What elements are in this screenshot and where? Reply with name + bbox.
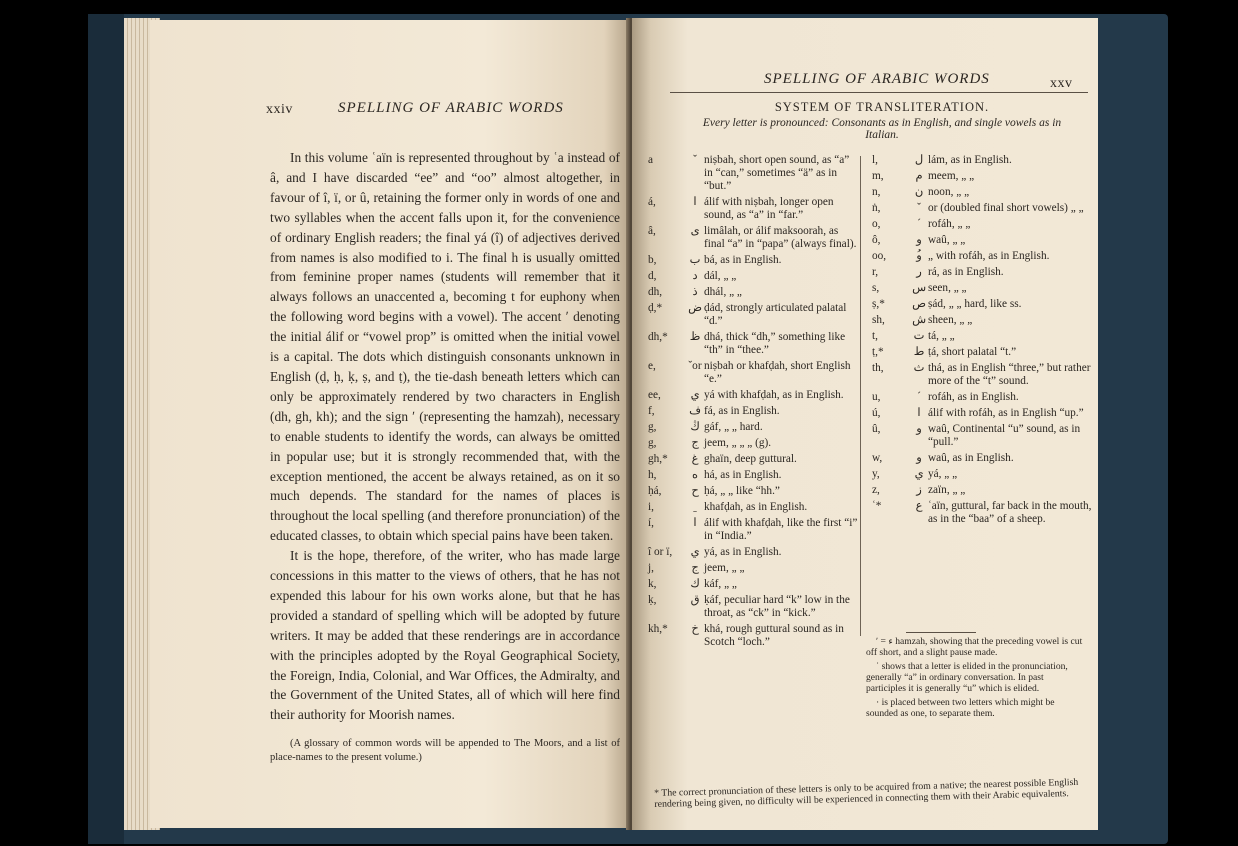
- left-running-title: SPELLING OF ARABIC WORDS: [338, 100, 564, 116]
- letter-description: káf, „ „: [704, 578, 737, 590]
- header-rule: [670, 92, 1088, 93]
- latin-letter: ṭ,*: [872, 346, 884, 358]
- letter-description: ḳáf, peculiar hard “k” low in the throat, as “ck” in “kick.”: [704, 594, 850, 619]
- transliteration-row: [872, 346, 1092, 359]
- letter-description: yá with khafḍah, as in English.: [704, 389, 844, 401]
- letter-description: yá, as in English.: [704, 546, 782, 558]
- letter-description: álif with niṣbah, longer open sound, as “a” in “far.”: [704, 196, 834, 221]
- letter-description: ḥá, „ „ like “hh.”: [704, 485, 780, 497]
- latin-letter: j,: [648, 562, 654, 574]
- latin-letter: sh,: [872, 314, 885, 326]
- transliteration-row: [648, 562, 858, 575]
- letter-description: limâlah, or álif maksoorah, as final “a” in “papa” (always final).: [704, 225, 857, 250]
- transliteration-row: [648, 196, 858, 222]
- latin-letter: á,: [648, 196, 656, 208]
- latin-letter: kh,*: [648, 623, 668, 635]
- latin-letter: ʿ*: [872, 500, 882, 512]
- latin-letter: l,: [872, 154, 878, 166]
- footnote-rule: [906, 632, 976, 633]
- latin-letter: û,: [872, 423, 881, 435]
- latin-letter: u,: [872, 391, 881, 403]
- transliteration-row: [648, 437, 858, 450]
- letter-description: seen, „ „: [928, 282, 967, 294]
- transliteration-column-left: [648, 154, 858, 652]
- transliteration-row: [648, 389, 858, 402]
- latin-letter: o,: [872, 218, 881, 230]
- letter-description: bá, as in English.: [704, 254, 782, 266]
- latin-letter: í,: [648, 517, 654, 529]
- transliteration-row: [648, 421, 858, 434]
- arabic-letter: ث: [913, 362, 925, 374]
- arabic-letter: ا: [917, 407, 921, 419]
- latin-letter: e,: [648, 360, 656, 372]
- arabic-letter: ˇ: [693, 154, 697, 166]
- transliteration-row: [872, 500, 1092, 526]
- latin-letter: th,: [872, 362, 884, 374]
- transliteration-row: [872, 202, 1092, 215]
- transliteration-row: [872, 170, 1092, 183]
- transliteration-row: [648, 286, 858, 299]
- letter-description: dhá, thick “dh,” something like “th” in “thee.”: [704, 331, 846, 356]
- letter-description: sheen, „ „: [928, 314, 973, 326]
- transliteration-row: [648, 270, 858, 283]
- letter-description: meem, „ „: [928, 170, 975, 182]
- arabic-letter: ص: [912, 298, 926, 310]
- letter-description: jeem, „ „ „ (g).: [704, 437, 772, 449]
- arabic-letter: ب: [689, 254, 701, 266]
- latin-letter: b,: [648, 254, 657, 266]
- arabic-letter: ض: [688, 302, 702, 314]
- transliteration-row: [872, 282, 1092, 295]
- arabic-letter: و: [916, 234, 922, 246]
- latin-letter: m,: [872, 170, 884, 182]
- letter-description: fá, as in English.: [704, 405, 780, 417]
- arabic-letter: ج: [691, 437, 699, 449]
- transliteration-row: [872, 452, 1092, 465]
- transliteration-row: [872, 330, 1092, 343]
- arabic-letter: خ: [691, 623, 699, 635]
- left-page-number: xxiv: [266, 102, 293, 117]
- transliteration-row: [872, 266, 1092, 279]
- latin-letter: s,: [872, 282, 880, 294]
- arabic-letter: م: [915, 170, 923, 182]
- transliteration-row: [872, 298, 1092, 311]
- letter-description: waû, as in English.: [928, 452, 1014, 464]
- arabic-letter: و: [916, 423, 922, 435]
- latin-letter: w,: [872, 452, 883, 464]
- letter-description: rá, as in English.: [928, 266, 1004, 278]
- latin-letter: k,: [648, 578, 657, 590]
- transliteration-row: [872, 218, 1092, 231]
- latin-letter: â,: [648, 225, 656, 237]
- arabic-letter: ح: [691, 485, 699, 497]
- arabic-letter: ˊ: [917, 391, 921, 403]
- arabic-letter: ن: [914, 186, 924, 198]
- latin-letter: z,: [872, 484, 880, 496]
- arabic-letter: ا: [693, 196, 697, 208]
- footnote: ʾ shows that a letter is elided in the pronunciation, generally “a” in ordinary conversation. In past participles it is generally “u” which is elided.: [866, 661, 1068, 694]
- letter-description: tá, „ „: [928, 330, 955, 342]
- transliteration-row: [872, 407, 1092, 420]
- letter-description: niṣbah, short open sound, as “a” in “can,” sometimes “ä” as in “but.”: [704, 154, 850, 192]
- letter-description: dhál, „ „: [704, 286, 742, 298]
- transliteration-row: [648, 360, 858, 386]
- arabic-letter: ِي: [690, 389, 700, 401]
- latin-letter: ṅ,: [872, 202, 881, 214]
- letter-description: ṣád, „ „ hard, like ss.: [928, 298, 1022, 310]
- arabic-letter: ش: [912, 314, 926, 326]
- right-page-number: xxv: [1050, 76, 1073, 91]
- arabic-letter: ˇ: [917, 202, 921, 214]
- letter-description: noon, „ „: [928, 186, 970, 198]
- latin-letter: oo,: [872, 250, 887, 262]
- transliteration-row: [648, 594, 858, 620]
- latin-letter: h,: [648, 469, 657, 481]
- transliteration-column-right: [872, 154, 1092, 529]
- latin-letter: i,: [648, 501, 654, 513]
- letter-description: or (doubled final short vowels) „ „: [928, 202, 1084, 214]
- left-body-text: [270, 148, 620, 765]
- latin-letter: dh,: [648, 286, 663, 298]
- transliteration-row: [872, 468, 1092, 481]
- latin-letter: g,: [648, 421, 657, 433]
- transliteration-row: [648, 302, 858, 328]
- letter-description: ʿaïn, guttural, far back in the mouth, as in the “baa” of a sheep.: [928, 500, 1092, 525]
- transliteration-row: [872, 250, 1092, 263]
- latin-letter: n,: [872, 186, 881, 198]
- letter-description: rofáh, „ „: [928, 218, 971, 230]
- latin-letter: f,: [648, 405, 655, 417]
- transliteration-row: [872, 234, 1092, 247]
- arabic-letter: ت: [913, 330, 925, 342]
- letter-description: há, as in English.: [704, 469, 782, 481]
- arabic-letter: ك: [690, 578, 700, 590]
- letter-description: „ with rofáh, as in English.: [928, 250, 1050, 262]
- transliteration-row: [872, 391, 1092, 404]
- transliteration-row: [648, 501, 858, 514]
- transliteration-row: [648, 469, 858, 482]
- transliteration-row: [872, 314, 1092, 327]
- arabic-letter: ذ: [692, 286, 698, 298]
- arabic-letter: ي: [914, 468, 924, 480]
- arabic-letter: ظ: [689, 331, 701, 343]
- arabic-letter: ع: [915, 500, 923, 512]
- arabic-letter: ف: [689, 405, 701, 417]
- letter-description: álif with rofáh, as in English “up.”: [928, 407, 1084, 419]
- arabic-letter: ڭ: [690, 421, 700, 433]
- arabic-letter: ق: [690, 594, 700, 606]
- letter-description: ḍád, strongly articulated palatal “d.”: [704, 302, 847, 327]
- latin-letter: y,: [872, 468, 880, 480]
- transliteration-row: [872, 484, 1092, 497]
- arabic-letter: ز: [916, 484, 922, 496]
- latin-letter: ḍ,*: [648, 302, 663, 314]
- right-running-title: SPELLING OF ARABIC WORDS: [764, 71, 990, 87]
- arabic-letter: ل: [914, 154, 924, 166]
- arabic-letter: ˇor: [688, 360, 702, 372]
- letter-description: niṣbah or khafḍah, short English “e.”: [704, 360, 851, 385]
- latin-letter: î or ï,: [648, 546, 673, 558]
- table-title: SYSTEM OF TRANSLITERATION.: [774, 100, 990, 114]
- paragraph: It is the hope, therefore, of the writer, who has made large concessions in this matter to the views of others, that he has not expended this labour for his own works alone, but that he has provided a standard of spelling which will be adopted by future writers. It may be added that these renderings are in accordance with the principles adopted by the Royal Geographical Society, the Foreign, India, Colonial, and War Offices, the Admiralty, and the Government of the United States, all of which will here find their authority for Moorish names.: [270, 548, 620, 723]
- table-subtitle: Every letter is pronounced: Consonants as in English, and single vowels as in Italian.: [702, 117, 1062, 141]
- letter-description: rofáh, as in English.: [928, 391, 1019, 403]
- latin-letter: g,: [648, 437, 657, 449]
- arabic-letter: د: [692, 270, 698, 282]
- transliteration-row: [872, 154, 1092, 167]
- latin-letter: ṣ,*: [872, 298, 885, 310]
- latin-letter: a: [648, 154, 654, 166]
- transliteration-row: [648, 517, 858, 543]
- book-spine-edge: [88, 14, 124, 844]
- column-divider: [860, 156, 861, 636]
- latin-letter: r,: [872, 266, 879, 278]
- left-page: [150, 20, 628, 828]
- arabic-letter: ه: [692, 469, 698, 481]
- transliteration-row: [648, 578, 858, 591]
- arabic-letter: غ: [691, 453, 699, 465]
- transliteration-row: [648, 331, 858, 357]
- footnotes: [866, 632, 1086, 722]
- transliteration-row: [872, 423, 1092, 449]
- letter-description: álif with khafḍah, like the first “i” in “India.”: [704, 517, 858, 542]
- letter-description: ṭá, short palatal “t.”: [928, 346, 1017, 358]
- letter-description: khafḍah, as in English.: [704, 501, 808, 513]
- transliteration-row: [648, 546, 858, 559]
- pronunciation-note: * The correct pronunciation of these letters is only to be acquired from a native; the nearest possible English rendering being given, no difficulty will be experienced in connecting them with their Arabic equivalents.: [654, 776, 1079, 810]
- arabic-letter: و: [916, 452, 922, 464]
- latin-letter: dh,*: [648, 331, 668, 343]
- transliteration-row: [872, 362, 1092, 388]
- arabic-letter: ط: [913, 346, 925, 358]
- letter-description: zaïn, „ „: [928, 484, 966, 496]
- arabic-letter: ي: [690, 546, 700, 558]
- letter-description: khá, rough guttural sound as in Scotch “loch.”: [704, 623, 844, 648]
- letter-description: jeem, „ „: [704, 562, 745, 574]
- arabic-letter: ˊ: [917, 218, 921, 230]
- arabic-letter: ˍ: [693, 501, 697, 513]
- transliteration-row: [648, 405, 858, 418]
- transliteration-row: [648, 254, 858, 267]
- transliteration-row: [648, 225, 858, 251]
- arabic-letter: ُو: [916, 250, 922, 262]
- letter-description: yá, „ „: [928, 468, 958, 480]
- latin-letter: gh,*: [648, 453, 668, 465]
- arabic-letter: ج: [691, 562, 699, 574]
- arabic-letter: س: [912, 282, 926, 294]
- latin-letter: ú,: [872, 407, 881, 419]
- letter-description: ghaïn, deep guttural.: [704, 453, 797, 465]
- transliteration-row: [872, 186, 1092, 199]
- transliteration-row: [648, 485, 858, 498]
- letter-description: waû, „ „: [928, 234, 966, 246]
- latin-letter: d,: [648, 270, 657, 282]
- latin-letter: t,: [872, 330, 878, 342]
- letter-description: waû, Continental “u” sound, as in “pull.”: [928, 423, 1081, 448]
- transliteration-row: [648, 453, 858, 466]
- letter-description: lám, as in English.: [928, 154, 1012, 166]
- arabic-letter: ى: [690, 225, 700, 237]
- arabic-letter: ر: [916, 266, 922, 278]
- transliteration-row: [648, 154, 858, 193]
- glossary-note: (A glossary of common words will be appended to The Moors, and a list of place-names to the present volume.): [270, 738, 620, 764]
- transliteration-row: [648, 623, 858, 649]
- letter-description: gáf, „ „ hard.: [704, 421, 763, 433]
- arabic-letter: ا: [693, 517, 697, 529]
- right-page: [632, 18, 1098, 830]
- latin-letter: ḥá,: [648, 485, 662, 497]
- footnote: · is placed between two letters which might be sounded as one, to separate them.: [866, 697, 1055, 719]
- letter-description: thá, as in English “three,” but rather more of the “t” sound.: [928, 362, 1091, 387]
- latin-letter: ḳ,: [648, 594, 657, 606]
- latin-letter: ô,: [872, 234, 881, 246]
- footnote: ʹ = ء hamzah, showing that the preceding vowel is cut off short, and a slight pause made.: [866, 636, 1083, 658]
- latin-letter: ee,: [648, 389, 661, 401]
- paragraph: In this volume ʿaïn is represented throughout by ʿa instead of â, and I have discarded “ee” and “oo” almost altogether, in favour of î, ï, or û, retaining the former only in words of one and two syllables when the accent falls upon it, for the convenience of ordinary English readers; the final yá (î) of adjectives derived from names is also modified to i. The final h is usually omitted from feminine proper names (students will remember that it always follows an unaccented a, becoming t for euphony when the following word begins with a vowel). The accent ʹ denoting the initial álif or “vowel prop” is omitted when the initial vowel is a capital. The dots which distinguish consonants unknown in English (ḍ, ḥ, ḳ, ṣ, and ṭ), the tie-dash beneath letters which can only be approximately rendered by two characters in English (dh, gh, kh); and the sign ʹ (representing the hamzah), necessary to enable students to identify the words, can always be omitted in popular use; but it is strongly recommended that, with the exception mentioned, the accent be always retained, as on it so much depends. The standard for the names of places is throughout the local spelling (and therefore pronunciation) of the educated classes, to obtain which special pains have been taken.: [270, 150, 620, 544]
- letter-description: dál, „ „: [704, 270, 737, 282]
